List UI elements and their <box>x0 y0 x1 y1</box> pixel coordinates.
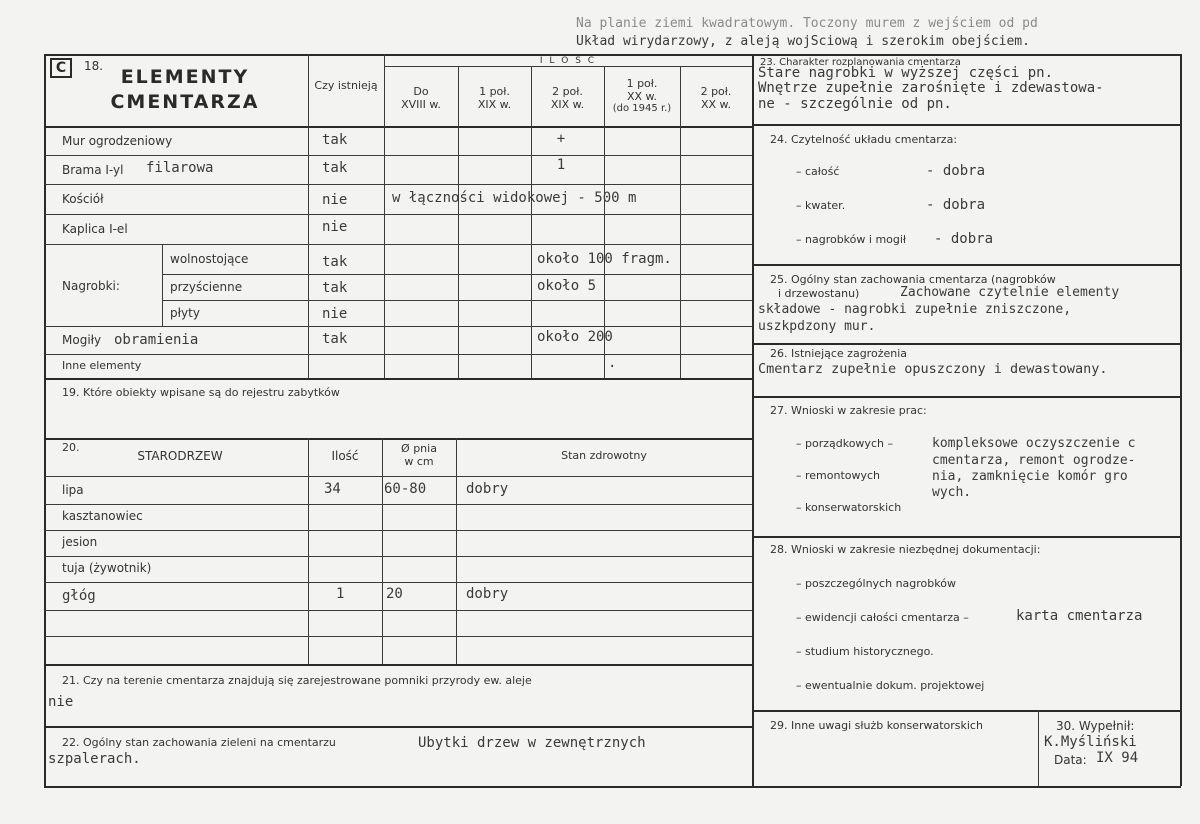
row-brama-exists: tak <box>322 160 348 176</box>
section28-item-1-value: karta cmentarza <box>1016 608 1143 624</box>
row-mur-mark: + <box>556 131 566 147</box>
row-mogily-hand: obramienia <box>114 332 199 348</box>
section28-item-1: – ewidencji całości cmentarza – <box>796 611 969 624</box>
section25-value-l2: składowe - nagrobki zupełnie zniszczone, <box>758 302 1072 317</box>
section24-item-2-label: – nagrobków i mogił <box>796 233 907 246</box>
top-note-line2: Układ wirydarzowy, z aleją wojSciową i szerokim obejściem. <box>576 34 1030 49</box>
row-brama-hand: filarowa <box>146 160 214 176</box>
row-plyty-label: płyty <box>170 306 200 320</box>
tree-count-4: 1 <box>336 586 345 602</box>
period-header-4: 1 poł. XX w. (do 1945 r.) <box>612 77 672 115</box>
section27-value-l2: cmentarza, remont ogrodze- <box>932 453 1136 468</box>
tree-name-1: kasztanowiec <box>62 509 143 523</box>
section27-item-0: – porządkowych – <box>796 437 893 450</box>
period-header-5: 2 poł. XX w. <box>700 85 732 111</box>
tree-name-2: jesion <box>62 535 98 549</box>
tree-health-0: dobry <box>466 481 509 497</box>
section25-label-l1: 25. Ogólny stan zachowania cmentarza (nagrobków <box>770 273 1056 286</box>
section23-value-l2: Wnętrze zupełnie zarośnięte i zdewastowa- <box>758 80 1104 96</box>
section20-title: STARODRZEW <box>137 449 223 463</box>
section27-value-l4: wych. <box>932 485 972 500</box>
section29-label: 29. Inne uwagi służb konserwatorskich <box>770 719 983 732</box>
row-wolno-exists: tak <box>322 254 348 270</box>
section28-item-2: – studium historycznego. <box>796 645 934 658</box>
section18-title-line1: ELEMENTY <box>120 66 250 88</box>
section25-value-l3: uszkpdzony mur. <box>758 319 876 334</box>
section24-item-0-value: - dobra <box>926 163 986 179</box>
section24-item-1-label: – kwater. <box>796 199 846 212</box>
row-mogily-label: Mogiły <box>62 333 102 347</box>
section27-value-l3: nia, zamknięcie komór gro <box>932 469 1128 484</box>
tree-name-0: lipa <box>62 483 84 497</box>
period-header-3: 2 poł. XIX w. <box>550 85 585 111</box>
section22-value-l2: szpalerach. <box>48 751 141 767</box>
section30-date: IX 94 <box>1096 750 1139 766</box>
section26-label: 26. Istniejące zagrożenia <box>770 347 908 360</box>
period-header-1: Do XVIII w. <box>401 85 441 111</box>
section23-value-l3: ne - szczególnie od pn. <box>758 96 952 112</box>
section28-item-0: – poszczególnych nagrobków <box>796 577 956 590</box>
section22-value-l1: Ubytki drzew w zewnętrznych <box>418 735 646 751</box>
row-wolno-label: wolnostojące <box>170 252 249 266</box>
section21-value: nie <box>48 694 74 710</box>
section19-label: 19. Które obiekty wpisane są do rejestru zabytków <box>62 386 340 399</box>
tree-name-3: tuja (żywotnik) <box>62 561 152 575</box>
section30-label: 30. Wypełnił: <box>1056 719 1135 733</box>
row-mogily-count: około 200 <box>537 329 613 345</box>
section25-value-l1: Zachowane czytelnie elementy <box>900 285 1120 300</box>
section24-item-2-value: - dobra <box>934 231 994 247</box>
section27-value-l1: kompleksowe oczyszczenie c <box>932 436 1136 451</box>
row-mur-exists: tak <box>322 132 348 148</box>
section28-label: 28. Wnioski w zakresie niezbędnej dokumentacji: <box>770 543 1041 556</box>
section24-item-0-label: – całość <box>796 165 840 178</box>
section20-number: 20. <box>62 441 80 454</box>
row-przysc-label: przyścienne <box>170 280 243 294</box>
row-brama-label: Brama I-yl <box>62 163 124 177</box>
row-mogily-exists: tak <box>322 331 348 347</box>
row-kosciol-exists: nie <box>322 192 348 208</box>
ilosc-header: I L O Ś Ć <box>539 56 597 66</box>
section23-label: 23. Charakter rozplanowania cmentarza <box>760 57 961 68</box>
section18-title-line2: CMENTARZA <box>110 91 260 113</box>
tree-name-4: głóg <box>62 588 96 604</box>
section30-name: K.Myśliński <box>1044 734 1137 750</box>
section27-label: 27. Wnioski w zakresie prac: <box>770 404 927 417</box>
row-kaplica-label: Kaplica I-el <box>62 222 128 236</box>
row-przysc-count: około 5 <box>537 278 597 294</box>
section22-label: 22. Ogólny stan zachowania zieleni na cmentarzu <box>62 736 336 749</box>
section24-label: 24. Czytelność układu cmentarza: <box>770 133 958 146</box>
section26-value: Cmentarz zupełnie opuszczony i dewastowany. <box>758 361 1108 377</box>
section18-number: 18. <box>84 59 104 73</box>
section24-item-1-value: - dobra <box>926 197 986 213</box>
row-plyty-exists: nie <box>322 306 348 322</box>
row-inne-mark: . <box>608 355 617 371</box>
section23-value-l1: Stare nagrobki w wyższej części pn. <box>758 65 1054 81</box>
trees-col-diam: Ø pnia w cm <box>401 442 437 468</box>
section28-item-3: – ewentualnie dokum. projektowej <box>796 679 985 692</box>
section25-label-l2: i drzewostanu) <box>778 287 860 300</box>
row-kosciol-label: Kościół <box>62 192 104 206</box>
row-nagrobki-label: Nagrobki: <box>62 279 120 293</box>
row-wolno-count: około 100 fragm. <box>537 251 672 267</box>
trees-col-count: Ilość <box>331 449 359 463</box>
tree-diam-4: 20 <box>386 586 403 602</box>
period-header-2: 1 poł. XIX w. <box>477 85 512 111</box>
section30-date-label: Data: <box>1054 753 1087 767</box>
row-przysc-exists: tak <box>322 280 348 296</box>
section21-label: 21. Czy na terenie cmentarza znajdują się zarejestrowane pomniki przyrody ew. aleje <box>62 674 532 687</box>
tree-count-0: 34 <box>324 481 341 497</box>
section27-item-1: – remontowych <box>796 469 881 482</box>
row-brama-mark: 1 <box>556 157 566 173</box>
top-note-line1: Na planie ziemi kwadratowym. Toczony murem z wejściem od pd <box>576 16 1038 31</box>
row-kaplica-exists: nie <box>322 219 348 235</box>
row-inne-label: Inne elementy <box>62 359 142 372</box>
tree-health-4: dobry <box>466 586 509 602</box>
col-exists-header: Czy istnieją <box>314 79 378 92</box>
section27-item-2: – konserwatorskich <box>796 501 902 514</box>
trees-col-health: Stan zdrowotny <box>561 449 647 462</box>
row-mur-label: Mur ogrodzeniowy <box>62 134 173 148</box>
row-kosciol-note: w łączności widokowej - 500 m <box>392 190 637 206</box>
tree-diam-0: 60-80 <box>384 481 427 497</box>
section-letter-box: C <box>50 58 72 78</box>
